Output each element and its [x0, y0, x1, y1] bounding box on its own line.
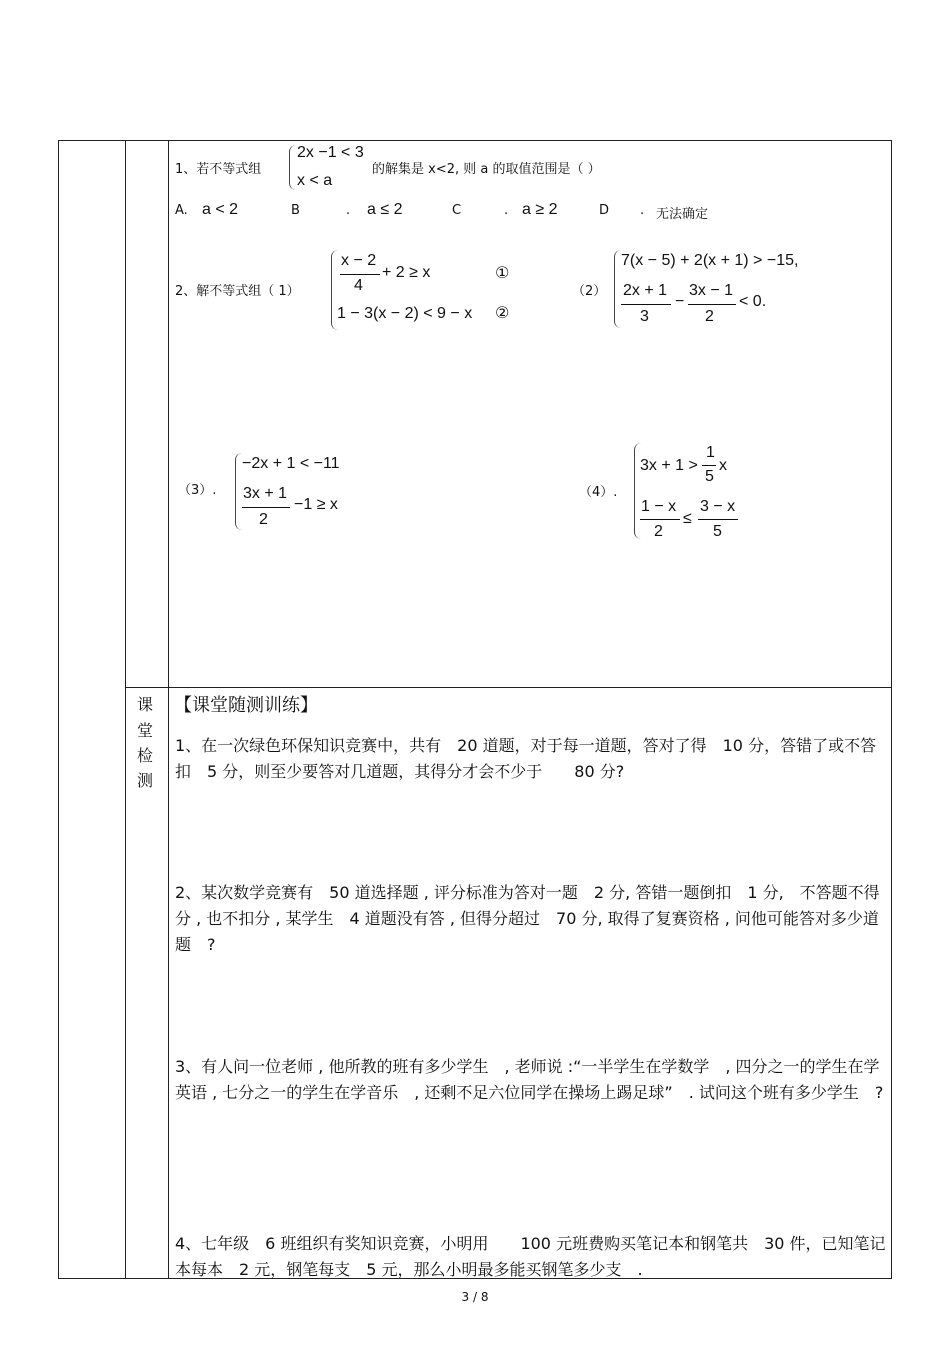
q2-p2-minus: − [675, 293, 685, 310]
q2-p3-label: （3）. [178, 483, 217, 498]
section-side-char-1: 课 [136, 695, 153, 714]
q2-p2-fraction-bar2 [688, 304, 736, 305]
q2-p2-numerator2: 3x − 1 [689, 282, 734, 299]
q1-option-d-value: 无法确定 [656, 207, 709, 222]
column-divider-2 [168, 140, 169, 1279]
q2-p2-rest: < 0. [739, 293, 767, 310]
q2-p1-denominator: 4 [354, 277, 363, 294]
q2-p4-line1a: 3x + 1 > [640, 457, 698, 474]
q2-p4-fraction-numerator: 1 [706, 444, 715, 461]
q2-p1-numerator: x − 2 [341, 252, 377, 269]
practice-problem-3: 3、有人问一位老师 , 他所教的班有多少学生 , 老师说 :“一半学生在学数学 , 四分之一的学生在学英语 , 七分之一的学生在学音乐 , 还剩不足六位同学在操场上踢足球” . 试问这个班有多少学生 ? [175, 1057, 884, 1102]
q2-p2-numerator1: 2x + 1 [623, 282, 668, 299]
section-title: 【课堂随测训练】 [174, 695, 318, 716]
practice-problem-1: 1、在一次绿色环保知识竞赛中，共有 20 道题，对于每一道题，答对了得 10 分，答错了或不答扣 5 分，则至少要答对几道题，其得分才会不少于 80 分? [175, 736, 877, 781]
q1-option-b-value: a ≤ 2 [367, 201, 403, 218]
q2-p1-line2: 1 − 3(x − 2) < 9 − x [337, 305, 473, 322]
q2-p3-rest: −1 ≥ x [294, 496, 338, 513]
q2-p2-brace [614, 250, 621, 328]
q2-p2-denominator1: 3 [640, 308, 649, 325]
section-side-char-4: 测 [136, 771, 153, 790]
q2-p4-fraction-bar-small [702, 465, 716, 466]
q2-p4-numerator1: 1 − x [641, 498, 677, 515]
q1-option-d-dot: . [640, 203, 645, 218]
q1-option-a-value: a < 2 [202, 201, 239, 218]
table-right-border [891, 140, 892, 1279]
q1-brace [289, 145, 296, 190]
q1-sys-line1: 2x −1 < 3 [297, 144, 364, 161]
page-number: 3 / 8 [461, 1290, 489, 1304]
q2-p1-rest: + 2 ≥ x [382, 264, 431, 281]
q2-p4-line1b: x [719, 457, 727, 474]
q2-p3-denominator: 2 [259, 511, 268, 528]
q2-p2-fraction-bar1 [621, 304, 671, 305]
q2-p3-brace [235, 453, 242, 530]
q1-option-c-value: a ≥ 2 [522, 201, 558, 218]
q2-p3-line1: −2x + 1 < −11 [242, 455, 340, 472]
q1-suffix: 的解集是 x<2, 则 a 的取值范围是（ ） [372, 162, 601, 177]
q1-prefix: 1、若不等式组 [175, 162, 262, 177]
q2-p4-label: （4）. [579, 485, 618, 500]
q2-p4-denominator2: 5 [713, 523, 722, 540]
q1-option-c-dot: . [504, 203, 509, 218]
q1-option-d-letter: D [599, 203, 610, 218]
q2-p2-line1: 7(x − 5) + 2(x + 1) > −15, [621, 252, 799, 269]
q2-p1-mark1: ① [495, 265, 510, 282]
q1-option-c-letter: C [452, 203, 462, 218]
q2-p4-fraction-bar2 [698, 519, 738, 520]
row-divider [125, 687, 892, 688]
q2-p3-fraction-bar [242, 507, 290, 508]
table-top-border [58, 140, 892, 141]
q2-p4-numerator2: 3 − x [700, 498, 736, 515]
q1-sys-line2: x < a [297, 172, 333, 189]
table-left-border [58, 140, 59, 1279]
q2-label: 2、解不等式组（ 1） [175, 284, 300, 299]
section-side-char-2: 堂 [136, 721, 153, 740]
q1-option-a-letter: A. [175, 203, 188, 218]
q2-p4-fraction-bar1 [640, 519, 680, 520]
q2-p4-fraction-denominator: 5 [705, 468, 714, 485]
q2-p2-denominator2: 2 [705, 308, 714, 325]
q2-p3-numerator: 3x + 1 [243, 485, 288, 502]
practice-problem-4: 4、七年级 6 班组织有奖知识竞赛，小明用 100 元班费购买笔记本和钢笔共 30 件，已知笔记本每本 2 元，钢笔每支 5 元，那么小明最多能买钢笔多少支 . [175, 1234, 886, 1279]
practice-problem-2: 2、某次数学竞赛有 50 道选择题 , 评分标准为答对一题 2 分, 答错一题倒扣 1 分, 不答题不得分 , 也不扣分 , 某学生 4 道题没有答 , 但得分超过 70 分, 取得了复赛资格 , 问他可能答对多少道题 ? [175, 883, 880, 954]
section-side-char-3: 检 [136, 746, 153, 765]
q2-p1-mark2: ② [495, 305, 510, 322]
q2-p1-fraction-bar [340, 274, 380, 275]
q1-option-b-dot: . [346, 203, 351, 218]
q2-p2-label: （2） [572, 284, 607, 299]
q1-option-b-letter: B [291, 203, 300, 218]
q2-p4-leq: ≤ [683, 510, 692, 527]
q2-p4-denominator1: 2 [654, 523, 663, 540]
